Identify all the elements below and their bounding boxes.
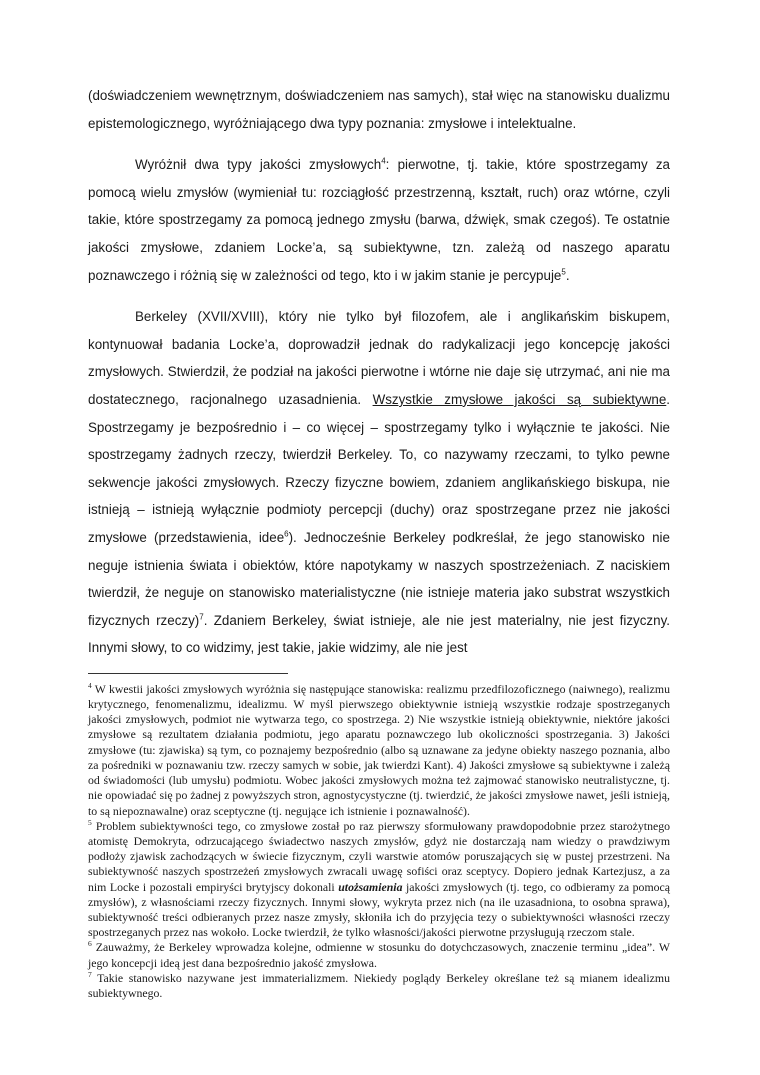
main-text bbox=[88, 82, 670, 662]
footnote-ref-5[interactable]: 5 bbox=[561, 267, 566, 277]
footnote-6: $^6$ Zauważmy, że Berkeley wprowadza kolejne, odmienne w stosunku do dotychczasowych, znaczenie terminu „idea”. W jego koncepcji ideą jest dana bezpośrednio jakość zmysłowa. bbox=[88, 939, 670, 970]
footnote-4: $^4$ W kwestii jakości zmysłowych wyróżnia się następujące stanowiska: realizmu przedfilozoficznego (naiwnego), realizmu krytycznego, fenomenalizmu, idealizmu. W myśl pierwszego obiektywnie istnieją wszystkie rodzaje spostrzeganych jakości zmysłowych, podmiot nie wytwarza tego, co spostrzega. 2) Nie wszystkie istnieją obiektywnie, niektóre jakości zmysłowe są rezultatem działania podmiotu, jego aparatu poznawczego lub okoliczności spostrzegania. 3) Jakości zmysłowe (tu: zjawiska) są tym, co poznajemy bezpośrednio (albo są uznawane za jedyne obiekty naszego poznania, albo za pośredniki w poznawaniu tzw. rzeczy samych w sobie, jak twierdzi Kant). 4) Jakości zmysłowe są subiektywne i zależą od świadomości (lub umysłu) podmiotu. Wobec jakości zmysłowych można też zajmować stanowisko neutralistyczne, tj. nie opowiadać się po żadnej z powyższych stron, agnostycystyczne (tj. twierdzić, że jakości zmysłowe nawet, jeśli istnieją, to są niepoznawalne) oraz sceptyczne (tj. negujące ich istnienie i poznawalność). bbox=[88, 680, 670, 818]
footnote-ref-6[interactable]: 6 bbox=[284, 529, 289, 539]
footnotes bbox=[88, 682, 670, 1001]
footnote-separator bbox=[88, 673, 288, 674]
document-page bbox=[88, 82, 670, 1001]
emphasized-term: utożsamienia bbox=[338, 879, 403, 894]
paragraph-1: (doświadczeniem wewnętrznym, doświadczeniem nas samych), stał więc na stanowisku dualizmu epistemologicznego, wyróżniającego dwa typy poznania: zmysłowe i intelektualne. bbox=[88, 88, 670, 131]
footnote-ref-7[interactable]: 7 bbox=[199, 612, 204, 622]
footnote-5: $^5$ Problem subiektywności tego, co zmysłowe został po raz pierwszy sformułowany prawdopodobnie przez starożytnego atomistę Demokryta, odrzucającego świadectwo naszych zmysłów, gdyż nie dostarczają nam wiedzy o prawdziwym podłoży zjawisk zachodzących w świecie fizycznym, czyli warstwie atomów poruszających się w pustej przestrzeni. Na subiektywność naszych spostrzeżeń zmysłowych zwracali uwagę sofiści oraz sceptycy. Dopiero jednak Kartezjusz, a za nim Locke i pozostali empiryści brytyjscy dokonali utożsamienia jakości zmysłowych (tj. tego, co odbieramy za pomocą zmysłów), z własnościami rzeczy fizycznych. Innymi słowy, wykryta przez nich (na ile uzasadniona, to osobna sprawa), subiektywność treści odbieranych przez nasze zmysły, skłoniła ich do przyjęcia tezy o subiektywności własności rzeczy spostrzeganych przez nas wokoło. Locke twierdził, że tylko własności/jakości pierwotne przysługują rzeczom stale. bbox=[88, 817, 670, 940]
paragraph-2: Wyróżnił dwa typy jakości zmysłowych$^4$: pierwotne, tj. takie, które spostrzegamy za pomocą wielu zmysłów (wymieniał tu: rozciągłość przestrzenną, kształt, ruch) oraz wtórne, czyli takie, które spostrzegamy za pomocą jednego zmysłu (barwa, dźwięk, smak czegoś). Te ostatnie jakości zmysłowe, zdaniem Locke’a, są subiektywne, tzn. zależą od naszego aparatu poznawczego i różnią się w zależności od tego, kto i w jakim stanie je percypuje$^5$. bbox=[88, 156, 670, 283]
underlined-thesis: Wszystkie zmysłowe jakości są subiektywne bbox=[372, 391, 667, 407]
paragraph-3: Berkeley (XVII/XVIII), który nie tylko był filozofem, ale i anglikańskim biskupem, kontynuował badania Locke’a, doprowadził jednak do radykalizacji jego koncepcję jakości zmysłowych. Stwierdził, że podział na jakości pierwotne i wtórne nie daje się utrzymać, ani nie ma dostatecznego, racjonalnego uzasadnienia. Wszystkie zmysłowe jakości są subiektywne. Spostrzegamy je bezpośrednio i – co więcej – spostrzegamy tylko i wyłącznie te jakości. Nie spostrzegamy żadnych rzeczy, twierdził Berkeley. To, co nazywamy rzeczami, to tylko pewne sekwencje jakości zmysłowych. Rzeczy fizyczne bowiem, zdaniem anglikańskiego biskupa, nie istnieją – istnieją wyłącznie podmioty percepcji (duchy) oraz spostrzegane przez nie jakości zmysłowe (przedstawienia, idee$^6$). Jednocześnie Berkeley podkreślał, że jego stanowisko nie neguje istnienia świata i obiektów, które napotykamy w naszych spostrzeżeniach. Z naciskiem twierdził, że neguje on stanowisko materialistyczne (nie istnieje materia jako substrat wszystkich fizycznych rzeczy)$^7$. Zdaniem Berkeley, świat istnieje, ale nie jest materialny, nie jest fizyczny. Innymi słowy, to co widzimy, jest takie, jakie widzimy, ale nie jest bbox=[88, 309, 671, 656]
footnote-ref-4[interactable]: 4 bbox=[381, 156, 386, 166]
footnote-7: $^7$ Takie stanowisko nazywane jest immaterializmem. Niekiedy poglądy Berkeley określane też są mianem idealizmu subiektywnego. bbox=[88, 969, 670, 1000]
